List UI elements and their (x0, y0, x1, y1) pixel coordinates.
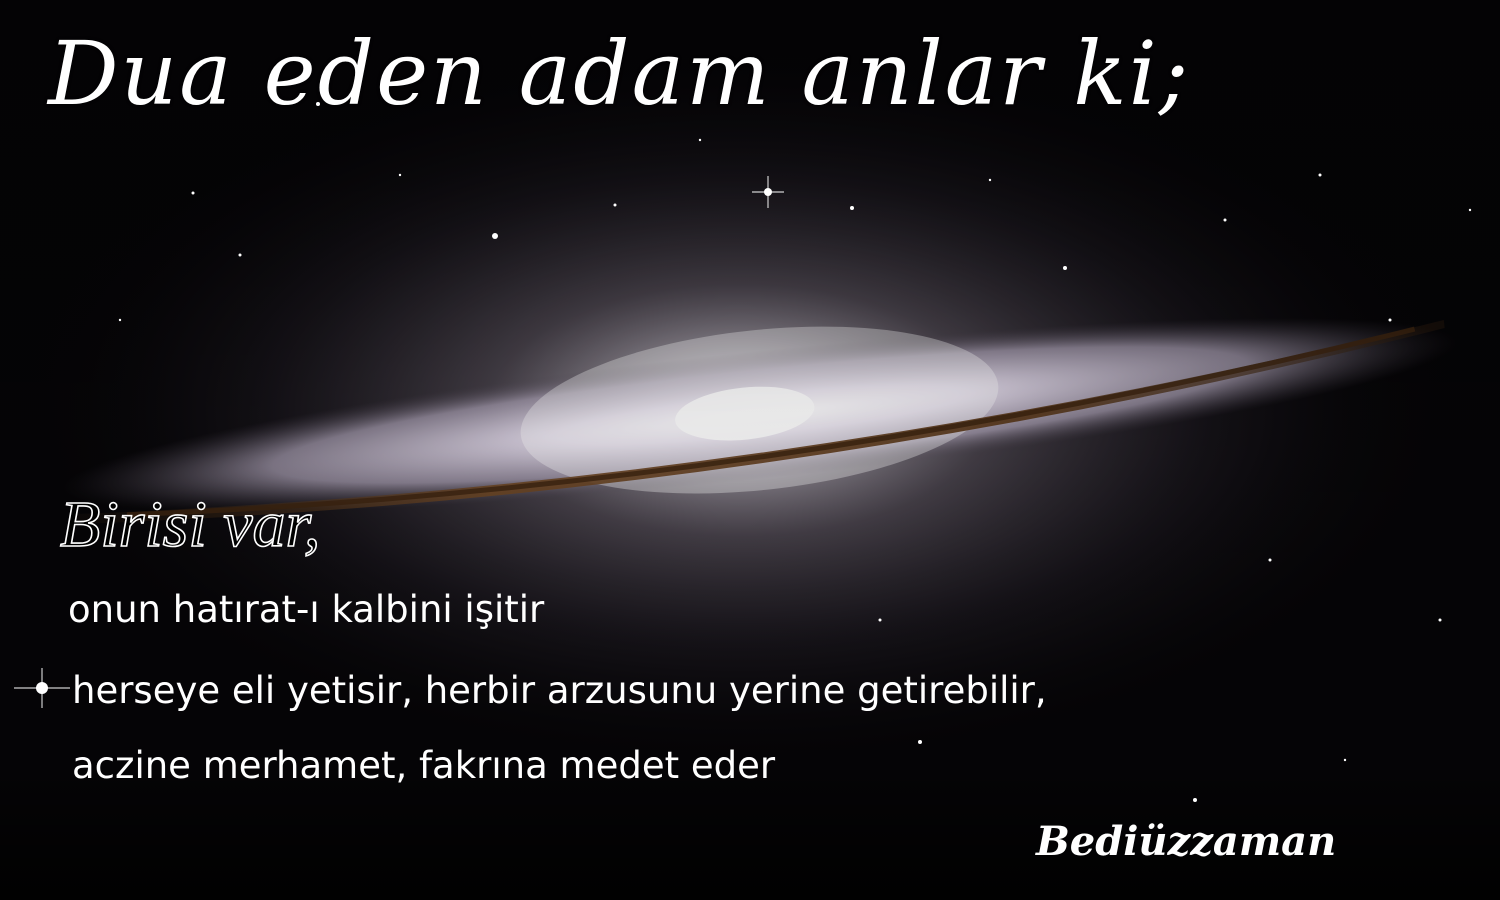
quote-line-1: onun hatırat-ı kalbini işitir (68, 588, 545, 631)
author-signature: Bediüzzaman (1036, 818, 1337, 865)
subheading: Birisi var, (60, 488, 321, 561)
quote-line-2: herseye eli yetisir, herbir arzusunu yerine getirebilir, (72, 669, 1047, 712)
headline: Dua eden adam anlar ki; (48, 22, 1191, 125)
quote-line-3: aczine merhamet, fakrına medet eder (72, 744, 776, 787)
